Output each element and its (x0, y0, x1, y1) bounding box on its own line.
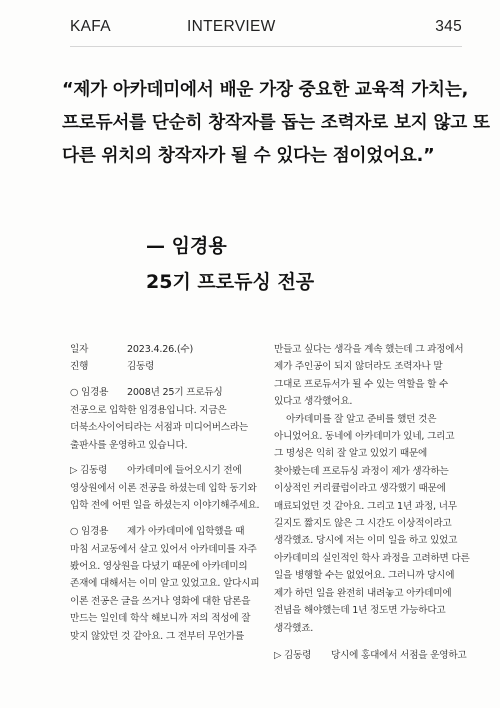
turn-line: 그대로 프로듀서가 될 수 있는 역할을 할 수 (274, 378, 449, 390)
question-marker: ▷ (274, 649, 282, 661)
interview-turn (70, 462, 276, 514)
header-divider (70, 46, 462, 47)
turn-line: 길지도 짧지도 않은 그 시간도 이상적이라고 (274, 518, 452, 530)
publication-name: KAFA (70, 18, 111, 35)
turn-speaker (70, 462, 127, 479)
body-column-right (274, 341, 470, 664)
answer-marker: ○ (70, 526, 79, 538)
meta-row (70, 341, 276, 358)
page-number: 345 (435, 18, 462, 35)
speaker-name: 김동령 (284, 649, 312, 661)
meta-label: 진행 (70, 361, 89, 373)
interview-turn (274, 647, 470, 664)
turn-line: 더북소사이어티라는 서점과 미디어버스라는 (70, 422, 248, 434)
answer-continuation (274, 341, 470, 637)
page-header (70, 18, 462, 42)
turn-line: 이상적인 커리큘럼이라고 생각했기 때문에 (274, 483, 446, 495)
turn-first-line (70, 384, 276, 401)
turn-line: 전념을 해야했는데 1년 정도면 가능하다고 (274, 605, 446, 617)
section-name: INTERVIEW (187, 18, 276, 35)
turn-line: 생각했죠. (274, 622, 314, 634)
turn-line: 마침 서교동에서 살고 있어서 아카데미를 자주 (70, 543, 257, 555)
turn-speaker (274, 647, 331, 664)
speaker-name: 김동령 (80, 465, 108, 477)
pull-quote (62, 74, 490, 173)
turn-line: 봤어요. 영상원을 다녔기 때문에 아카데미의 (70, 560, 248, 572)
turn-line: 아니었어요. 동네에 아카데미가 있네, 그리고 (274, 431, 455, 443)
turn-line: 존재에 대해서는 이미 알고 있었고요. 알다시피 (70, 578, 260, 590)
turn-text: 아카데미에 들어오시기 전에 (127, 465, 242, 477)
turn-line: 제가 하던 일을 완전히 내려놓고 아카데미에 (274, 587, 452, 599)
turn-text: 당시에 홍대에서 서점을 운영하고 (331, 649, 467, 661)
pull-quote-line: 다른 위치의 창작자가 될 수 있다는 점이었어요.” (62, 146, 435, 166)
turn-line: 아카데미를 잘 알고 준비를 했던 것은 (286, 413, 437, 425)
turn-line: 이론 전공은 글을 쓰거나 영화에 대한 담론을 (70, 595, 251, 607)
attribution-name: — 임경용 (146, 235, 227, 257)
meta-value: 김동령 (127, 361, 155, 373)
turn-line: 생각했죠. 당시에 저는 이미 일을 하고 있었고 (274, 535, 458, 547)
meta-row (70, 358, 276, 375)
turn-first-line (274, 647, 470, 664)
turn-line: 전공으로 입학한 임경용입니다. 지금은 (70, 404, 227, 416)
question-marker: ▷ (70, 465, 78, 477)
speaker-name: 임경용 (81, 526, 109, 538)
attribution-role: 25기 프로듀싱 전공 (146, 271, 315, 293)
turn-line: 입학 전에 어떤 일을 하셨는지 이야기해주세요. (70, 500, 260, 512)
turn-line: 찾아봤는데 프로듀싱 과정이 제가 생각하는 (274, 465, 449, 477)
turn-line: 만드는 일인데 학삭 해보니까 저의 적성에 잘 (70, 613, 251, 625)
turn-line: 제가 주인공이 되지 않더라도 조력자나 말 (274, 361, 443, 373)
speaker-name: 임경용 (81, 387, 109, 399)
answer-marker: ○ (70, 387, 79, 399)
turn-line: 영상원에서 이론 전공을 하셨는데 입학 동기와 (70, 482, 257, 494)
turn-line: 아카데미의 실인적인 학사 과정을 고려하면 다른 (274, 552, 470, 564)
turn-line: 맞지 않았던 것 같아요. 그 전부터 무언가를 (70, 630, 245, 642)
turn-line: 만들고 싶다는 생각을 계속 했는데 그 과정에서 (274, 344, 464, 355)
interview-meta (70, 341, 276, 376)
turn-line: 출판사를 운영하고 있습니다. (70, 439, 188, 451)
turn-text: 2008년 25기 프로듀싱 (127, 387, 223, 399)
pull-quote-line: “제가 아카데미에서 배운 가장 중요한 교육적 가치는, (62, 80, 469, 100)
interview-turn (70, 384, 276, 454)
turn-line: 있다고 생각했어요. (274, 396, 353, 408)
meta-value: 2023.4.26.(수) (127, 344, 194, 355)
pull-quote-line: 프로듀서를 단순히 창작자를 돕는 조력자로 보지 않고 또 (62, 113, 490, 133)
turn-speaker (70, 384, 127, 401)
turn-speaker (70, 523, 127, 540)
turn-text: 제가 아카데미에 입학했을 때 (127, 526, 245, 538)
interview-turn (70, 523, 276, 645)
turn-line: 일을 병행할 수는 없었어요. 그러니까 당시에 (274, 570, 455, 582)
quote-attribution (146, 228, 314, 300)
meta-label: 일자 (70, 344, 89, 355)
turn-first-line (70, 462, 276, 479)
turn-first-line (70, 523, 276, 540)
body-column-left (70, 341, 276, 654)
turn-line: 매료되었던 것 같아요. 그리고 1년 과정, 너무 (274, 500, 457, 512)
turn-line: 그 명성은 익히 잘 알고 있었기 때문에 (274, 448, 428, 460)
